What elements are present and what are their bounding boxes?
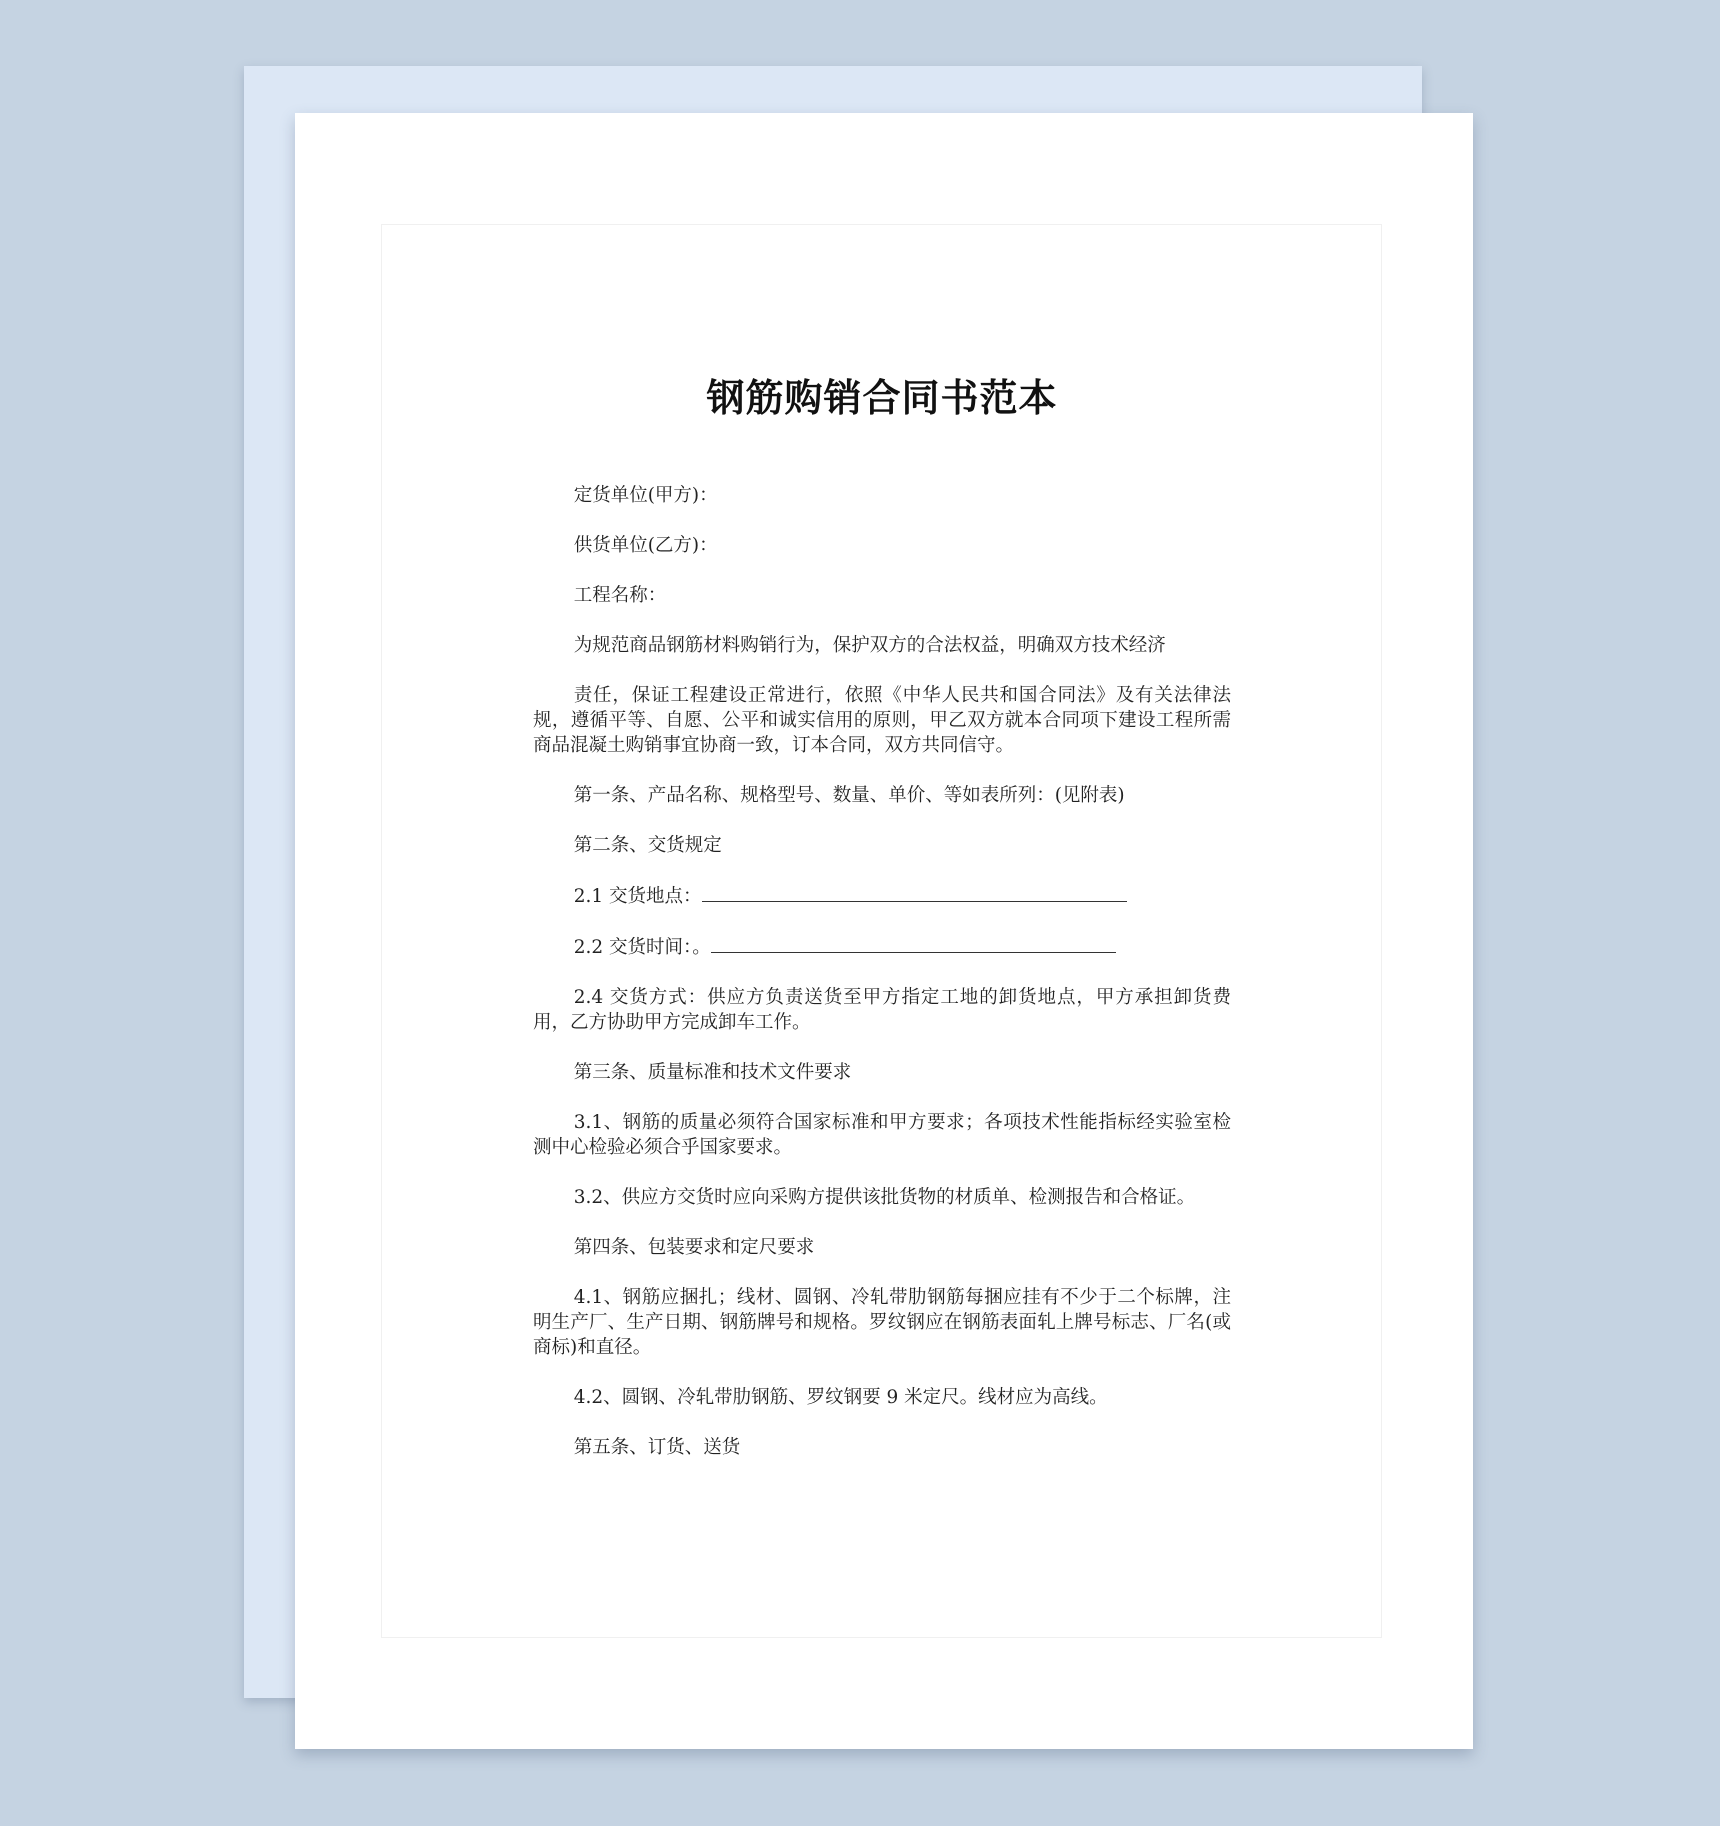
delivery-time-blank <box>711 934 1116 953</box>
delivery-place-label: 2.1 交货地点： <box>573 886 702 907</box>
article-2-heading: 第二条、交货规定 <box>573 835 722 856</box>
delivery-time-line <box>533 934 1231 960</box>
clause-3-1: 3.1、钢筋的质量必须符合国家标准和甲方要求；各项技术性能指标经实验室检测中心检验必须合乎国家要求。 <box>533 1112 1231 1158</box>
delivery-place-blank <box>702 883 1127 902</box>
project-name-line: 工程名称： <box>573 585 667 606</box>
clause-4-1: 4.1、钢筋应捆扎；线材、圆钢、冷轧带肋钢筋每捆应挂有不少于二个标牌，注明生产厂、生产日期、钢筋牌号和规格。罗纹钢应在钢筋表面轧上牌号标志、厂名(或商标)和直径。 <box>533 1287 1231 1358</box>
delivery-method-paragraph: 2.4 交货方式：供应方负责送货至甲方指定工地的卸货地点，甲方承担卸货费用，乙方协助甲方完成卸车工作。 <box>533 987 1231 1033</box>
supplier-line: 供货单位(乙方)： <box>573 535 718 556</box>
document-body <box>533 483 1231 1485</box>
article-1-heading: 第一条、产品名称、规格型号、数量、单价、等如表所列：(见附表) <box>573 785 1125 806</box>
article-5-heading: 第五条、订货、送货 <box>573 1437 741 1458</box>
article-4-heading: 第四条、包装要求和定尺要求 <box>573 1237 815 1258</box>
intro-paragraph-1: 为规范商品钢筋材料购销行为，保护双方的合法权益，明确双方技术经济 <box>573 635 1166 656</box>
front-paper-sheet <box>295 113 1473 1749</box>
clause-4-2: 4.2、圆钢、冷轧带肋钢筋、罗纹钢要 9 米定尺。线材应为高线。 <box>573 1387 1108 1408</box>
article-3-heading: 第三条、质量标准和技术文件要求 <box>573 1062 852 1083</box>
document-title: 钢筋购销合同书范本 <box>706 375 1058 420</box>
intro-paragraph-2: 责任，保证工程建设正常进行，依照《中华人民共和国合同法》及有关法律法规，遵循平等、自愿、公平和诚实信用的原则，甲乙双方就本合同项下建设工程所需商品混凝土购销事宜协商一致，订本合同，双方共同信守。 <box>533 685 1231 756</box>
delivery-time-label: 2.2 交货时间：。 <box>573 937 711 958</box>
clause-3-2: 3.2、供应方交货时应向采购方提供该批货物的材质单、检测报告和合格证。 <box>573 1187 1196 1208</box>
buyer-line: 定货单位(甲方)： <box>573 485 718 506</box>
delivery-place-line <box>533 883 1231 909</box>
